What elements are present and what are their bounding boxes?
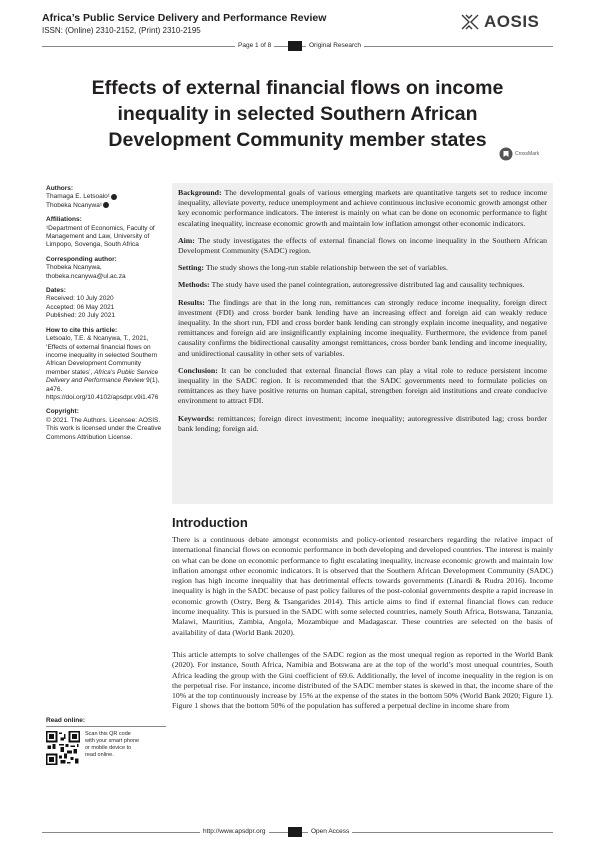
article-title: Effects of external financial flows on income inequality in selected Southern African Development Community member states — [91, 77, 504, 151]
cite-heading: How to cite this article: — [46, 326, 118, 334]
abstract-conclusion: Conclusion: It can be concluded that external financial flows can play a vital role to reduce persistent income inequality in the SADC region. It is recommended that the SADC governments need to formulate policies on remittances as they have positive returns on human capital, strengthen foreign aid institutions and create conducive environment to attract FDI. — [178, 365, 547, 406]
issn: ISSN: (Online) 2310-2152, (Print) 2310-2195 — [42, 26, 201, 35]
scan-instructions: Scan this QR code with your smart phone or mobile device to read online. — [85, 731, 140, 758]
article-type: Original Research — [306, 42, 364, 49]
read-online-rule — [46, 726, 166, 727]
corresponding-name: Thobeka Ncanywa, — [46, 264, 102, 272]
date-received: Received: 10 July 2020 — [46, 295, 114, 303]
affiliations-heading: Affiliations: — [46, 216, 82, 224]
qr-code-icon[interactable] — [46, 731, 80, 765]
aosis-logo[interactable] — [460, 12, 539, 32]
crossmark-button[interactable] — [499, 147, 539, 161]
author-1: Thamaga E. Letsoalo¹ — [46, 193, 166, 201]
abstract-setting: Setting: The study shows the long-run stable relationship between the set of variables. — [178, 263, 448, 273]
affiliation-text: ¹Department of Economics, Faculty of Management and Law, University of Limpopo, Sovenga, South Africa — [46, 224, 155, 249]
abstract-keywords: Keywords: remittances; foreign direct investment; income inequality; autoregressive distributed lag; cross border bank lending; foreign aid. — [178, 413, 547, 433]
read-online-heading: Read online: — [46, 717, 86, 724]
open-access-label: Open Access — [308, 828, 352, 835]
page-number: Page 1 of 8 — [235, 42, 274, 49]
introduction-heading: Introduction — [172, 515, 248, 530]
footer-url[interactable]: http://www.apsdpr.org — [200, 828, 269, 835]
corresponding-email[interactable]: thobeka.ncanywa@ul.ac.za — [46, 272, 126, 280]
article-info-sidebar — [46, 185, 166, 442]
date-accepted: Accepted: 06 May 2021 — [46, 303, 115, 311]
aosis-logo-text: AOSIS — [484, 12, 540, 31]
journal-title: Africa’s Public Service Delivery and Performance Review — [42, 12, 327, 24]
header-marker — [288, 41, 302, 51]
authors-heading: Authors: — [46, 185, 74, 192]
introduction-body — [172, 535, 553, 724]
crossmark-label: CrossMark — [515, 151, 540, 157]
footer-marker — [288, 827, 302, 837]
copyright-heading: Copyright: — [46, 408, 79, 416]
intro-paragraph-1: There is a continuous debate amongst economists and policy-oriented researchers regarding the relative impact of international financial flows on economic performance in both developing and developed countries. The interest is mainly on what can be done on economic performance to fight escalating inequality, increase economic growth and maintain low inflation amongst other economic indicators. It is observed that the Southern African Development Community (SADC) region has high income inequality that has detrimental effects towards governments (Linardi & Rudra 2016). Income inequality is high in the SADC because of past policy failures of the post-colonial governments despite a rapid increase in economic growth (Ostry, Berg & Tsangarides 2014). This article aims to find if external financial flows can reduce income inequality. This is pursued in the SADC with some selected countries, namely South Africa, Botswana, Tanzania, Malawi, Mauritius, Zambia, Angola, Mozambique and Madagascar. These countries are selected on the basis of availability of data (World Bank 2020). — [172, 535, 553, 637]
author-2: Thobeka Ncanywa¹ — [46, 202, 166, 210]
orcid-icon[interactable] — [103, 202, 109, 208]
dates-heading: Dates: — [46, 287, 66, 295]
citation: Letsoalo, T.E. & Ncanywa, T., 2021, ‘Effects of external financial flows on income inequality in selected Southern African Development Community member states’, Africa’s Public Service Delivery and Performance Review 9(1), a476. https://doi.org/10.4102/apsdpr.v9i1.476 — [46, 335, 160, 401]
citation-doi[interactable]: 9(1), a476. https://doi.org/10.4102/apsdpr.v9i1.476 — [46, 377, 160, 401]
aosis-logo-icon — [460, 13, 480, 31]
crossmark-icon — [499, 147, 513, 161]
read-online-panel — [46, 717, 166, 765]
corresponding-heading: Corresponding author: — [46, 255, 117, 263]
date-published: Published: 20 July 2021 — [46, 312, 116, 320]
intro-paragraph-2: This article attempts to solve challenges of the SADC region as the most unequal region as reported in the World Bank (2020). For instance, South Africa, Namibia and Botswana are at the top of the world’s most unequal countries, South Africa leading the group with the Gini coefficient of 69.6. Additionally, the level of income inequality in the region is on the perpetual rise. For instance, income distributed of the SADC member states is skewed in that, the income share of the 10% at the top continuously increase by 15% at the expense of the states in the bottom 50% (World Bank 2020; Figure 1). Figure 1 shows that the bottom 50% of the population has suffered a perpetual decline in income share from — [172, 649, 553, 711]
orcid-icon[interactable] — [111, 194, 117, 200]
abstract-background: Background: The developmental goals of various emerging markets are quantitative targets set to reduce income inequality, alleviate poverty, reduce unemployment and achieve continuous inclusive economic growth amongst other key economic performance indicators. The interest is mainly on what can be done on economic performance to fight escalating inequality, increase economic growth and maintain low inflation amongst other economic indicators. — [178, 188, 547, 228]
abstract-results: Results: The findings are that in the long run, remittances can strongly reduce income inequality, foreign direct investment (FDI) and cross border bank lending have an increasing effect and foreign aid can weakly reduce inequality. In the short run, FDI and cross border bank lending can strongly explain income inequality, and negative remittances and foreign aid are insignificantly explaining income inequality. Furthermore, the evidence from panel causality confirms the bidirectional causality amongst remittances, cross border bank lending and income inequality, and unidirectional causality in other sets of variables. — [178, 297, 547, 358]
citation-journal: Africa’s Public Service Delivery and Performance Review — [46, 368, 159, 385]
copyright-text: © 2021. The Authors. Licensee: AOSIS. This work is licensed under the Creative Commons Attribution License. — [46, 416, 162, 441]
abstract-methods: Methods: The study have used the panel cointegration, autoregressive distributed lag and causality techniques. — [178, 280, 525, 290]
abstract-aim: Aim: The study investigates the effects of external financial flows on income inequality in the Southern African Development Community (SADC) region. — [178, 235, 547, 256]
abstract-box — [172, 183, 553, 504]
